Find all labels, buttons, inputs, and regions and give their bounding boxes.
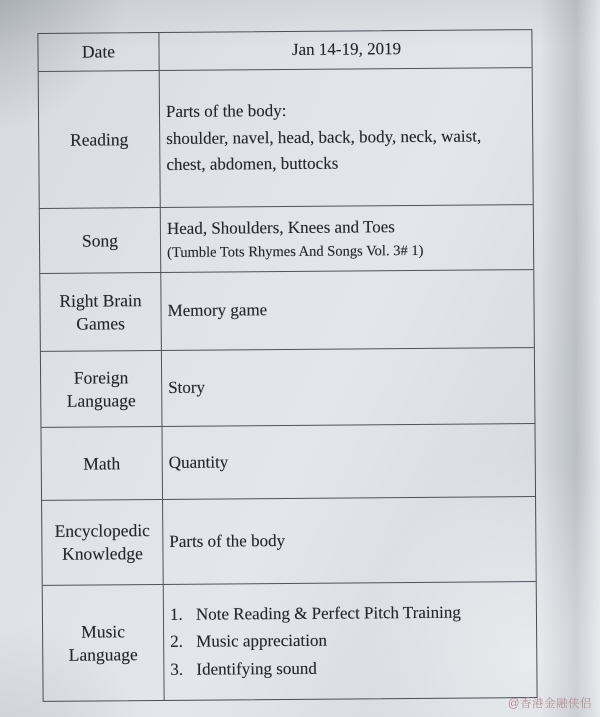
foreign-language-text: Story: [168, 377, 206, 398]
list-item: [170, 655, 532, 682]
table-row-reading: [39, 68, 533, 209]
list-item-number: 1.: [169, 604, 183, 624]
watermark-text: @香港金融侠侣: [507, 698, 592, 710]
table-row-math: [41, 424, 535, 501]
song-content: [161, 205, 533, 272]
list-item-number: 2.: [170, 632, 183, 652]
foreign-language-content: [162, 348, 535, 426]
row-label-right-brain-games: Right Brain Games: [40, 273, 162, 351]
music-language-content: [164, 582, 537, 700]
row-label-math: Math: [41, 427, 163, 500]
list-item: [170, 627, 532, 654]
table-row-song: [40, 205, 533, 274]
table-row-encyclopedic-knowledge: [42, 497, 536, 586]
reading-line-1: Parts of the body:: [165, 101, 287, 122]
reading-line-3: chest, abdomen, buttocks: [166, 153, 339, 175]
row-label-date: Date: [38, 33, 159, 71]
row-label-song: Song: [40, 208, 161, 273]
list-item-text: Music appreciation: [196, 630, 328, 651]
math-text: Quantity: [168, 452, 229, 472]
list-item-number: 3.: [170, 659, 184, 679]
table-row-date: [38, 30, 531, 72]
right-brain-games-content: [161, 270, 534, 350]
math-content: [162, 424, 535, 499]
date-value: [159, 30, 531, 70]
reading-line-2: shoulder, navel, head, back, body, neck, waist,: [166, 126, 482, 148]
music-language-list: [170, 600, 533, 683]
encyclopedic-knowledge-text: Parts of the body: [169, 530, 286, 551]
right-brain-games-text: Memory game: [167, 300, 268, 321]
list-item: [170, 600, 532, 627]
table-row-music-language: [43, 582, 537, 701]
song-title: Head, Shoulders, Knees and Toes: [166, 217, 395, 239]
row-label-encyclopedic-knowledge: Encyclopedic Knowledge: [42, 500, 164, 585]
reading-content: [160, 68, 533, 207]
date-range-text: Jan 14-19, 2019: [291, 39, 402, 60]
encyclopedic-knowledge-content: [163, 497, 536, 584]
row-label-foreign-language: Foreign Language: [41, 351, 163, 427]
table-row-foreign-language: [41, 348, 535, 428]
song-subtitle: (Tumble Tots Rhymes And Songs Vol. 3# 1): [167, 242, 424, 261]
list-item-text: Identifying sound: [196, 658, 317, 679]
table-row-right-brain-games: [40, 270, 534, 352]
row-label-music-language: Music Language: [43, 585, 165, 701]
lesson-schedule-table: [37, 29, 537, 702]
list-item-text: Note Reading & Perfect Pitch Training: [195, 602, 461, 624]
row-label-reading: Reading: [39, 71, 161, 208]
